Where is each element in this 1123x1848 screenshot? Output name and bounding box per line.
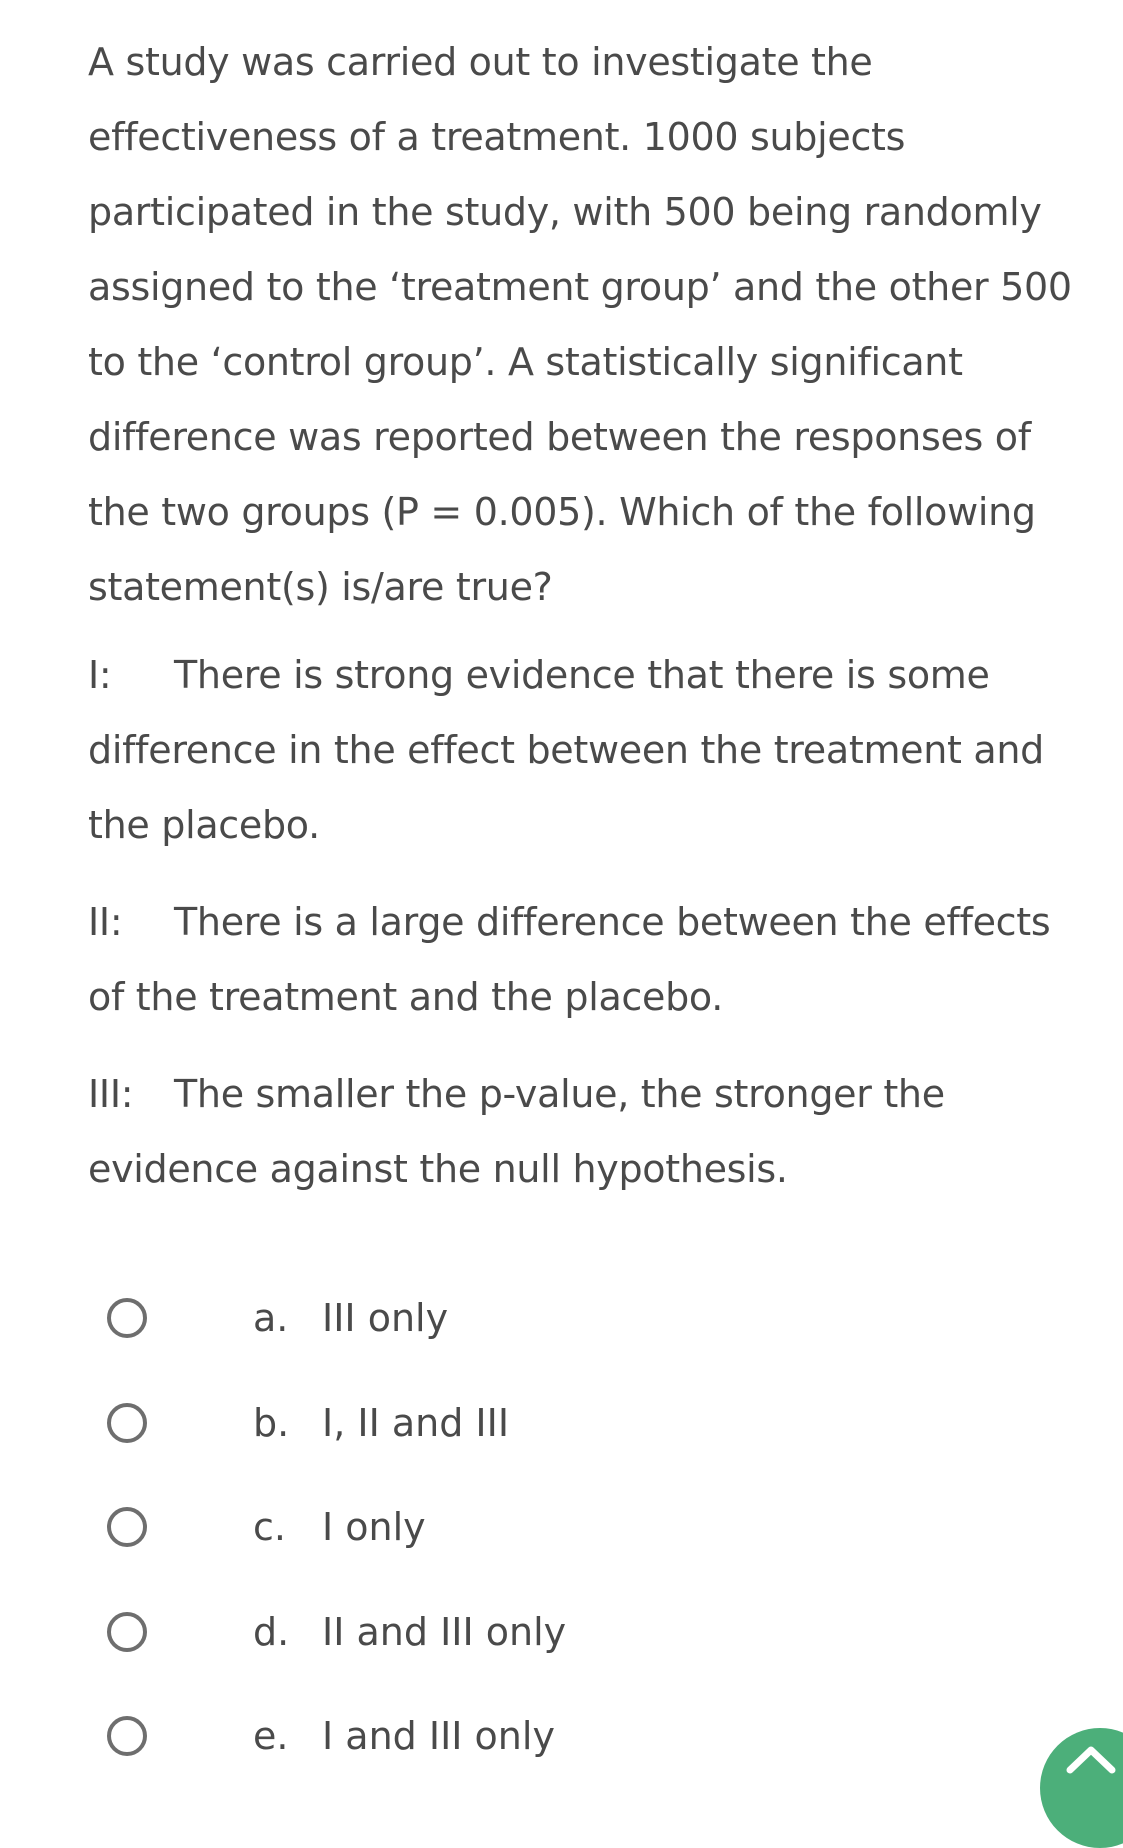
option-a-letter: a. — [253, 1296, 289, 1340]
option-b-text: I, II and III — [322, 1401, 510, 1445]
scroll-top-button[interactable] — [1040, 1728, 1123, 1848]
option-d[interactable] — [107, 1608, 807, 1664]
option-e-radio[interactable] — [107, 1716, 147, 1756]
statement-3-number: III: — [88, 1072, 134, 1116]
option-b[interactable] — [107, 1399, 807, 1455]
statement-2-number: II: — [88, 900, 123, 944]
option-c-text: I only — [322, 1505, 426, 1549]
option-b-letter: b. — [253, 1401, 290, 1445]
option-d-radio[interactable] — [107, 1612, 147, 1652]
option-e-letter: e. — [253, 1714, 289, 1758]
option-b-radio[interactable] — [107, 1403, 147, 1443]
option-d-letter: d. — [253, 1610, 290, 1654]
option-c-letter: c. — [253, 1505, 286, 1549]
chevron-up-icon — [1066, 1744, 1116, 1774]
option-e[interactable] — [107, 1712, 807, 1768]
question-text: A study was carried out to investigate the effectiveness of a treatment. 1000 subjects participated in the study, with 500 being randomly assigned to the ‘treatment group’ and the other 500 to the ‘control group’. A statistically significant difference was reported between the responses of the two groups (P = 0.005). Which of the following statement(s) is/are true? — [88, 40, 1072, 609]
statement-3-text: The smaller the p-value, the stronger the evidence against the null hypothesis. — [88, 1072, 945, 1191]
statement-1-number: I: — [88, 653, 112, 697]
statement-1 — [88, 638, 1088, 863]
option-e-text: I and III only — [322, 1714, 555, 1758]
option-c[interactable] — [107, 1503, 807, 1559]
option-a-radio[interactable] — [107, 1298, 147, 1338]
option-c-radio[interactable] — [107, 1507, 147, 1547]
statement-3 — [88, 1057, 1088, 1207]
statement-2-text: There is a large difference between the effects of the treatment and the placebo. — [88, 900, 1051, 1019]
statement-1-text: There is strong evidence that there is some difference in the effect between the treatment and the placebo. — [88, 653, 1045, 847]
option-a[interactable] — [107, 1294, 807, 1350]
statement-2 — [88, 885, 1088, 1035]
option-d-text: II and III only — [322, 1610, 567, 1654]
option-a-text: III only — [322, 1296, 449, 1340]
